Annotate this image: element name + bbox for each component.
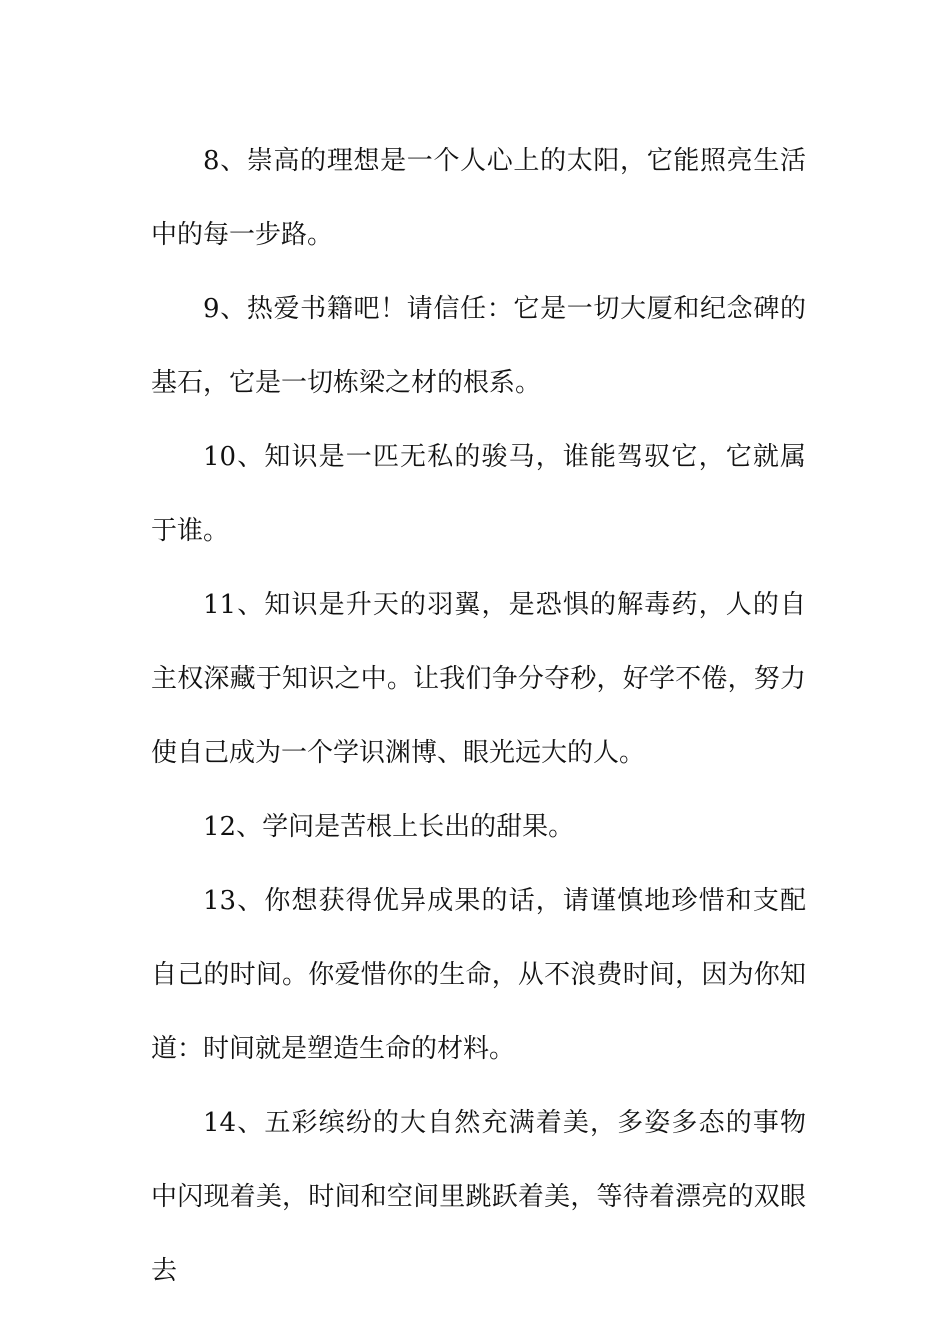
paragraph-8: 8、崇高的理想是一个人心上的太阳，它能照亮生活中的每一步路。: [151, 146, 806, 250]
paragraph-12: 12、学问是苦根上长出的甜果。: [203, 812, 575, 842]
paragraph-13: 13、你想获得优异成果的话，请谨慎地珍惜和支配自己的时间。你爱惜你的生命，从不浪费时间，因为你知道：时间就是塑造生命的材料。: [151, 886, 806, 1064]
paragraph-11: 11、知识是升天的羽翼，是恐惧的解毒药，人的自主权深藏于知识之中。让我们争分夺秒，好学不倦，努力使自己成为一个学识渊博、眼光远大的人。: [151, 590, 806, 768]
document-body: [151, 124, 806, 1308]
paragraph-14: 14、五彩缤纷的大自然充满着美，多姿多态的事物中闪现着美，时间和空间里跳跃着美，等待着漂亮的双眼去: [151, 1108, 806, 1286]
paragraph-10: 10、知识是一匹无私的骏马，谁能驾驭它，它就属于谁。: [151, 442, 806, 546]
paragraph-9: 9、热爱书籍吧！请信任：它是一切大厦和纪念碑的基石，它是一切栋梁之材的根系。: [151, 294, 806, 398]
